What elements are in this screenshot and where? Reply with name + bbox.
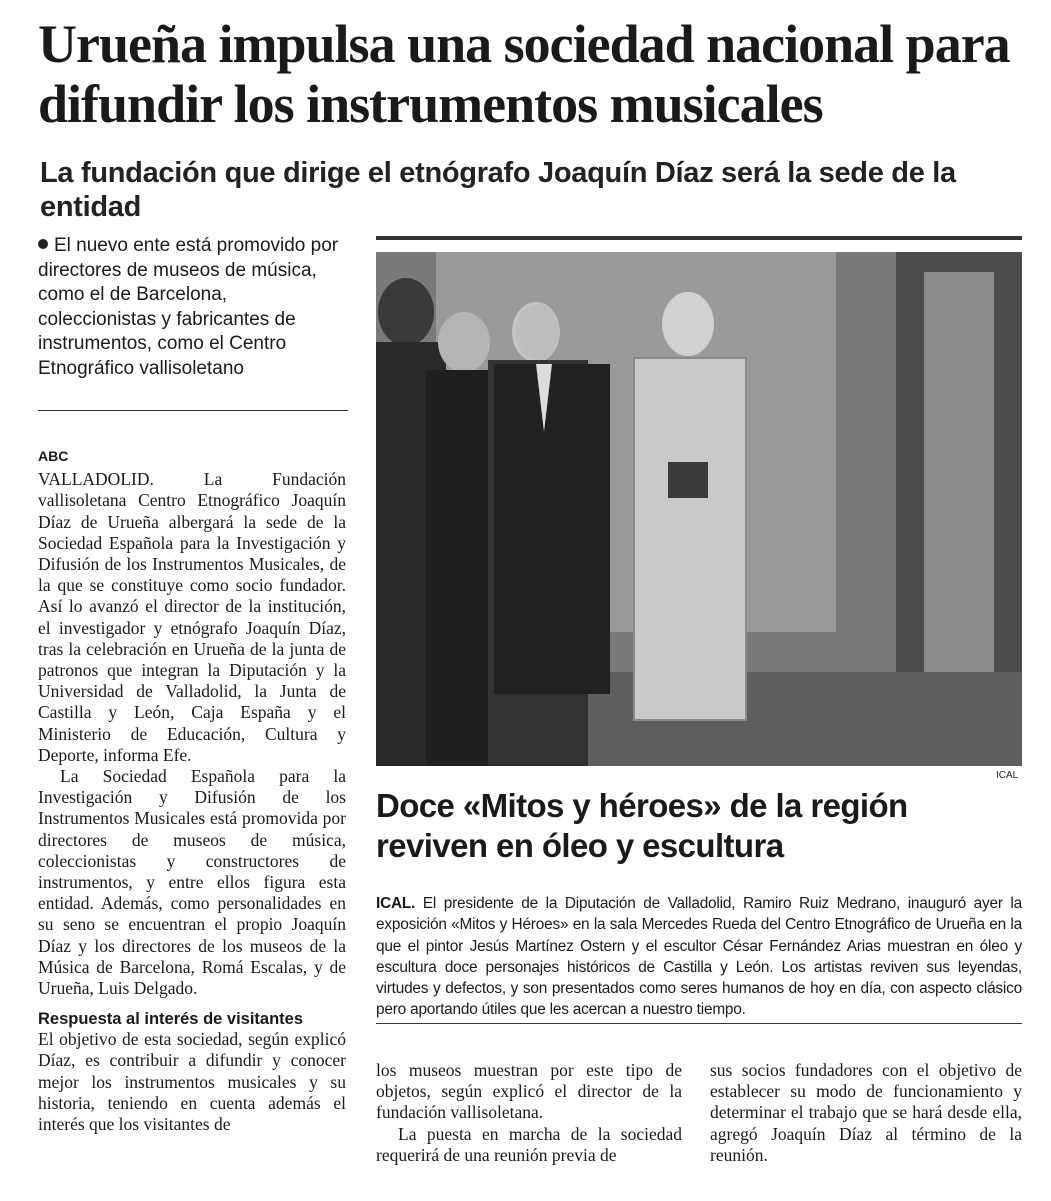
article-paragraph: El objetivo de esta sociedad, según explicó Díaz, es contribuir a difundir y conocer mejor los instrumentos musicales y su historia, teniendo en cuenta además el interés que los visitantes de [38,1029,346,1135]
bullet-icon [38,239,48,249]
summary-divider [38,410,348,411]
dateline: VALLADOLID. [38,469,154,490]
article-paragraph: VALLADOLID. La Fundación vallisoletana Centro Etnográfico Joaquín Díaz de Urueña albergará la sede de la Sociedad Española para la Investigación y Difusión de los Instrumentos Musicales, de la que se constituye como socio fundador. Así lo avanzó el director de la institución, el investigador y etnógrafo Joaquín Díaz, tras la celebración en Urueña de la junta de patronos que integran la Diputación y la Universidad de Valladolid, la Junta de Castilla y León, Caja España y el Ministerio de Educación, Cultura y Deporte, informa Efe. [38,469,346,765]
photo-credit: ICAL [996,770,1019,781]
summary-text: El nuevo ente está promovido por directores de museos de música, como el de Barcelona, coleccionistas y fabricantes de instrumentos, como el Centro Etnográfico vallisoletano [38,235,339,379]
article-paragraph: sus socios fundadores con el objetivo de establecer su modo de funcionamiento y determinar el trabajo que se hará desde ella, agregó Joaquín Díaz al término de la reunión. [710,1060,1022,1165]
summary-box [38,234,350,381]
article-column-2 [376,1060,682,1166]
photo-top-rule [376,236,1022,240]
headline: Urueña impulsa una sociedad nacional para difundir los instrumentos musicales [38,14,1010,134]
section-subtitle: Respuesta al interés de visitantes [38,1010,304,1029]
byline: ABC [38,448,69,464]
caption-lead: ICAL. [376,895,416,912]
news-photo [376,252,1022,766]
artwork-panel [924,272,994,732]
caption-text: ICAL. El presidente de la Diputación de Valladolid, Ramiro Ruiz Medrano, inauguró ayer la exposición «Mitos y Héroes» en la sala Mercedes Rueda del Centro Etnográfico de Urueña en la que el pintor Jesús Martínez Ostern y el escultor César Fernández Arias muestran en óleo y escultura doce personajes históricos de Castilla y León. Los artistas reviven sus leyendas, virtudes y defectos, y son presentados como seres humanos de hoy en día, con aspecto clásico pero aportando útiles que les acercan a nuestro tiempo. [376,895,1023,1019]
photo-illustration [376,252,1022,766]
caption-title: Doce «Mitos y héroes» de la región reviven en óleo y escultura [376,787,908,864]
article-paragraph: los museos muestran por este tipo de objetos, según explicó el director de la fundación vallisoletana. [376,1060,682,1123]
article-paragraph: La Sociedad Española para la Investigación y Difusión de los Instrumentos Musicales está promovida por directores de museos de música, coleccionistas y constructores de instrumentos, y entre ellos figura esta entidad. Además, como personalidades en su seno se encuentran el propio Joaquín Díaz y los directores de los museos de la Música de Barcelona, Romá Escalas, y de Urueña, Luis Delgado. [38,766,346,999]
subheadline: La fundación que dirige el etnógrafo Joaquín Díaz será la sede de la entidad [40,157,956,223]
article-column-3 [710,1060,1022,1166]
article-column-1 [38,446,346,1135]
caption-divider [376,1023,1022,1024]
article-paragraph: La puesta en marcha de la sociedad requerirá de una reunión previa de [376,1123,682,1165]
